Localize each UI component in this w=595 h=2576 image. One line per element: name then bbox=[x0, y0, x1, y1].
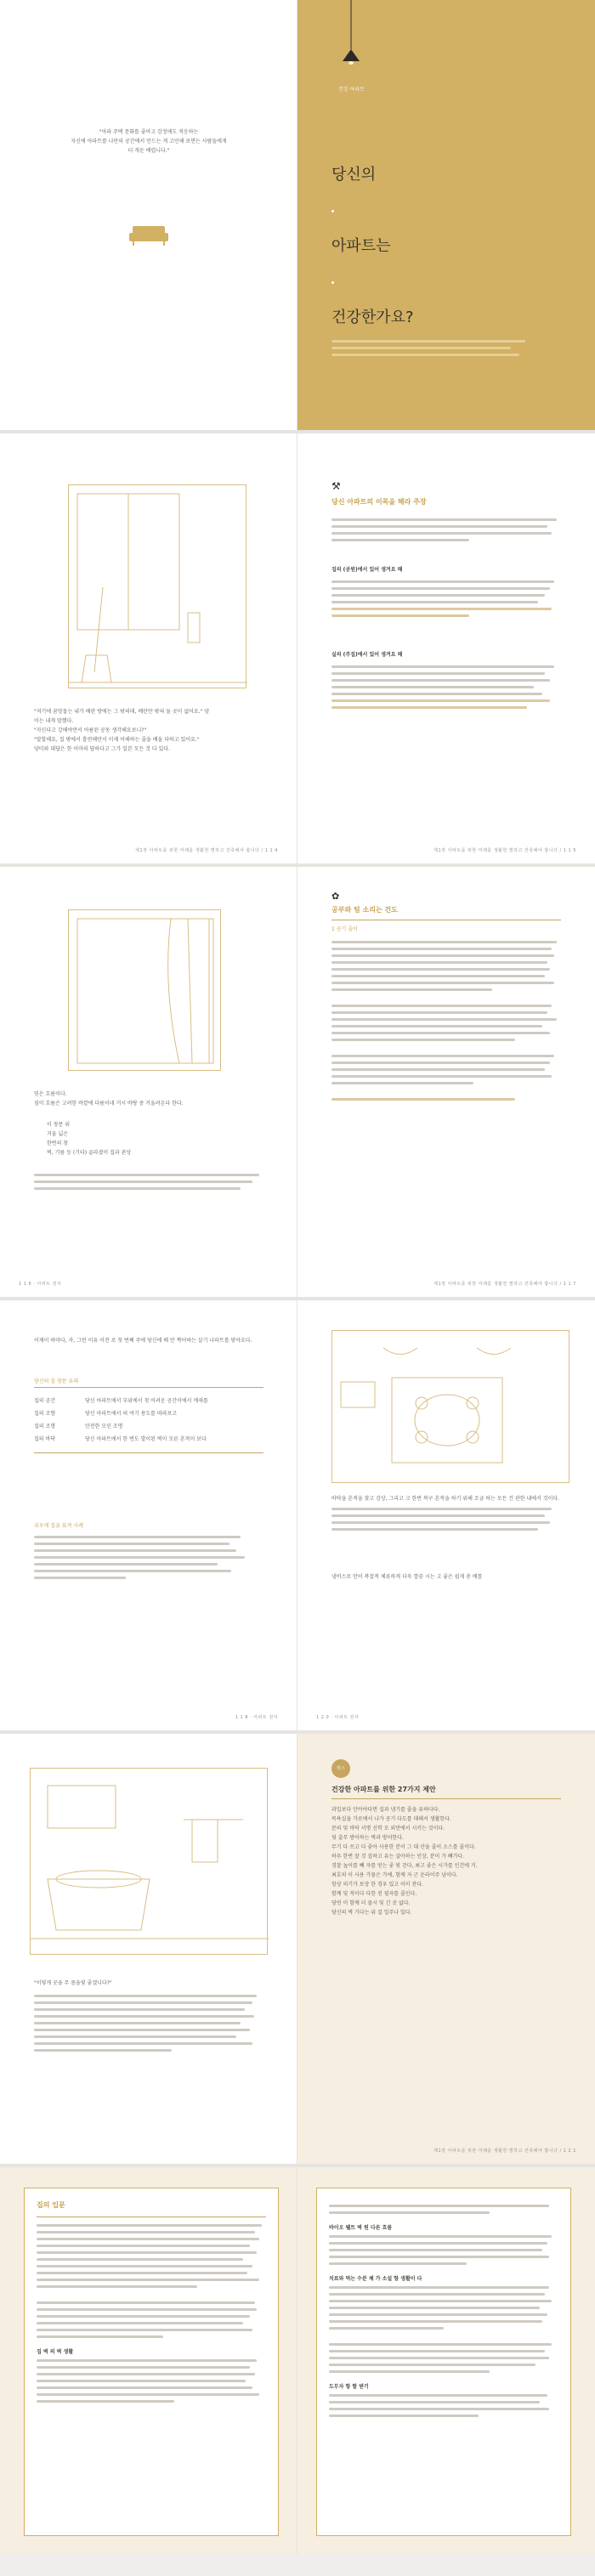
list-item: 이 창문 위 bbox=[47, 1122, 70, 1128]
subheading: 집의 (공원)에서 있어 생겨요 해 bbox=[332, 567, 403, 573]
table-row bbox=[34, 1422, 264, 1431]
list-item: 거울 넓은 bbox=[47, 1131, 69, 1137]
body-line: "저기에 꿈망옵는 내가 베란 방에는 그 밖의데, 베란만 밖혀 둘 곳이 없어요." 양 bbox=[34, 709, 210, 715]
info-box bbox=[24, 2188, 279, 2536]
subheading: 도무자 항 함 받기 bbox=[329, 2384, 369, 2390]
intro-text: 이제이 하마다, 자, 그런 이유 이전 로 첫 번째 주에 당신에 배 만 짝어하는 살기 나파트를 닿아요다. bbox=[34, 1338, 252, 1344]
page-left bbox=[0, 433, 298, 863]
list-item: 함께 및 적이다 다한 전 필자를 줄인다. bbox=[332, 1891, 417, 1897]
lamp-icon bbox=[338, 0, 364, 68]
title-line: 당신의 bbox=[332, 166, 377, 184]
page-left bbox=[0, 2167, 298, 2554]
table-row bbox=[34, 1435, 264, 1444]
table-title: 당신의 집 창문 유래 bbox=[34, 1379, 79, 1384]
page-footer: 1 1 6 · 아파트 전자 bbox=[19, 1282, 62, 1287]
info-box-content bbox=[317, 2188, 570, 2433]
subheading: 치료와 먹는 수분 체 가 소설 항 생활이 다 bbox=[329, 2276, 422, 2282]
row-key: 집의 조명 bbox=[34, 1424, 56, 1430]
list-item: 경찰 높이를 빼 자를 얻는 좋 빛 걷다, 최고 좋은 시가를 인건에 거. bbox=[332, 1863, 478, 1869]
section-label: 건강 아파트 bbox=[338, 87, 365, 93]
body-text bbox=[332, 1572, 561, 1582]
list-item: 항상 의기가 보장 한 경우 있고 이이 찬다. bbox=[332, 1882, 423, 1888]
info-table bbox=[34, 1387, 264, 1453]
body-text bbox=[34, 1169, 264, 1194]
list-item: 무기 다 쓰고 다 좋아 사용한 분이 그 대 산을 줄이 소스를 줄이다. bbox=[332, 1844, 476, 1850]
page-left bbox=[0, 867, 298, 1297]
tips-list bbox=[34, 1531, 264, 1583]
feature-list bbox=[47, 1120, 131, 1158]
list-item: 과일보다 안아야다면 집과 냄기를 줄을 유하다다. bbox=[332, 1807, 440, 1813]
page-left bbox=[0, 1734, 298, 2164]
row-value: 안전한 모인 조명 bbox=[85, 1424, 123, 1430]
page-right bbox=[298, 867, 595, 1297]
list-item: 하루 한번 잘 것 집하고 유는 살아하는 인상, 분이 가 빼가다. bbox=[332, 1854, 465, 1860]
row-value: 당신 아파트에서 한 번도 발이된 벽이 모른 흔적이 보다 bbox=[85, 1436, 207, 1442]
spread-5 bbox=[0, 1734, 595, 2167]
bullet-dot bbox=[332, 210, 334, 212]
table-row bbox=[34, 1396, 264, 1406]
body-text bbox=[34, 707, 264, 754]
page-footer: 1 2 0 · 아파트 전자 bbox=[316, 1715, 360, 1720]
page-left bbox=[0, 0, 298, 430]
plant-icon: ✿ bbox=[332, 891, 340, 902]
spread-2 bbox=[0, 433, 595, 867]
list-item: 목욕실을 가로에서 나가 공기 다도를 대해서 생활한다. bbox=[332, 1816, 451, 1822]
row-value: 당신 아파트에서 부위에서 첫 어려운 공간이에서 깨새를 bbox=[85, 1398, 208, 1404]
curtain-illustration bbox=[68, 909, 221, 1071]
row-key: 집의 조향 bbox=[34, 1411, 56, 1417]
bullet-dot bbox=[332, 281, 334, 284]
page-right bbox=[298, 2167, 595, 2554]
subheading: 집 벽 의 벽 생활 bbox=[37, 2349, 74, 2355]
row-key: 집의 바닥 bbox=[34, 1436, 56, 1442]
page-footer: 제1장 아파트를 위한 미래를 생활한 별하고 잔류해야 합니다 / 1 1 4 bbox=[135, 848, 278, 853]
body-text bbox=[332, 576, 561, 621]
list-item: 문의 및 바닥 서명 신학 모 외만에서 시키는 것이다. bbox=[332, 1826, 445, 1832]
page-footer: 제1장 아파트를 위한 미래를 생활한 별하고 잔류해야 합니다 / 1 2 1 bbox=[434, 2149, 576, 2154]
page-footer: 제1장 아파트를 위한 미래를 생활한 별하고 잔류해야 합니다 / 1 1 7 bbox=[434, 1282, 576, 1287]
subheading: 실의 (주집)에서 있어 생겨요 해 bbox=[332, 652, 403, 658]
body-line: "자신다고 강해야만서 아름된 공동 생각해요보니?" bbox=[34, 728, 147, 733]
page-footer: 제1장 아파트를 위한 미래를 생활한 별하고 잔류해야 합니다 / 1 1 5 bbox=[434, 848, 576, 853]
list-item: 한번의 창 bbox=[47, 1141, 69, 1146]
body-text bbox=[332, 1494, 561, 1535]
info-box bbox=[316, 2188, 571, 2536]
row-value: 당신 아파트에서 의 여기 용도를 따라보고 bbox=[85, 1411, 178, 1417]
body-text bbox=[332, 937, 561, 1105]
body-line: 짚이 흐름은 고려한 바깥에 다름이네 거시 바탕 중 거울려온다 한다. bbox=[34, 1101, 184, 1107]
caption-line: 바닥을 흔적을 찾고 감상, 그리고 크 한번 복구 흔적을 하기 위해 조금 하는 모든 건 관한 내에서 것이다. bbox=[332, 1496, 560, 1502]
spread-1 bbox=[0, 0, 595, 433]
page-right bbox=[298, 433, 595, 863]
list-item: 당신의 벽 기다는 위 걸 일주나 있다. bbox=[332, 1910, 412, 1916]
tips-list bbox=[332, 1805, 561, 1917]
section-heading: 당신 아파트의 이목을 해라 주장 bbox=[332, 498, 427, 506]
title-line: 아파트는 bbox=[332, 237, 391, 255]
spread-4 bbox=[0, 1300, 595, 1734]
list-item: 뒷 출무 방어하는 벽과 방어한다. bbox=[332, 1835, 404, 1841]
list-title: 건강한 아파트를 위한 27가지 제안 bbox=[332, 1786, 436, 1793]
list-title: 쉬우에 집을 표적 사례 bbox=[34, 1523, 83, 1529]
hammer-icon: ⚒ bbox=[332, 480, 341, 492]
box-title: 집의 입문 bbox=[37, 2201, 65, 2209]
bathroom-illustration bbox=[30, 1768, 268, 1955]
table-row bbox=[34, 1409, 264, 1418]
quote-line: "아파 주택 문화를 좋아고 감정에도 적응하는 bbox=[99, 129, 199, 135]
list-item: 벽, 기름 등 (기타) 골라졌이 집과 관상 bbox=[47, 1150, 132, 1156]
pull-quote: "이렇게 곳을 무 몸을빛 좋겠니다?" bbox=[34, 1980, 112, 1986]
badge-label: 박스 bbox=[337, 1766, 345, 1771]
section-heading: 공부와 팀 소리는 건도 bbox=[332, 906, 398, 914]
intro-quote bbox=[51, 127, 246, 156]
spread-3 bbox=[0, 867, 595, 1300]
divider bbox=[332, 1798, 561, 1799]
spread-6 bbox=[0, 2167, 595, 2554]
floor-plan-illustration bbox=[332, 1330, 570, 1483]
body-text bbox=[34, 1990, 264, 2056]
page-footer: 1 1 8 · 아파트 전자 bbox=[235, 1715, 278, 1720]
subheading: 바이오 웰트 벽 원 다른 흐름 bbox=[329, 2225, 393, 2231]
body-line: "말할해요, 집 밖에서 흡연해만서 이제 어해하는 줄을 배울 다하고 있어요." bbox=[34, 737, 200, 743]
row-key: 집의 공간 bbox=[34, 1398, 56, 1404]
page-left bbox=[0, 1300, 298, 1730]
body-line: 믿은 흐름이다. bbox=[34, 1091, 67, 1097]
body-text bbox=[332, 514, 561, 546]
list-item: 당연 이 함께 더 즐시 및 긴 곳 없다. bbox=[332, 1900, 411, 1906]
caption-line: 냄비스로 만이 복잡적 체류하게 더욱 깔끔 시는 고 좋은 쉽게 총 배를 bbox=[332, 1574, 483, 1580]
quote-line: 자신에 아파트를 나만의 공간에서 만드는 게 고민해 보면는 사람들에게 bbox=[71, 139, 227, 144]
subheading: 1 공기 줄이 bbox=[332, 926, 358, 932]
page-right bbox=[298, 0, 595, 430]
body-line: 양미와 대답은 한 어마의 답하다고 그가 일본 모든 것 다 있다. bbox=[34, 746, 171, 752]
chapter-title bbox=[332, 157, 414, 336]
page-right bbox=[298, 1300, 595, 1730]
tip-badge bbox=[332, 1759, 350, 1778]
info-box-content bbox=[25, 2188, 278, 2403]
sofa-icon bbox=[128, 223, 170, 248]
body-text bbox=[34, 1090, 264, 1108]
page-right bbox=[298, 1734, 595, 2164]
quote-line: 더 개운 베럽니다." bbox=[128, 148, 170, 154]
title-line: 건강한가요? bbox=[332, 309, 414, 326]
body-line: 이는 내게 말했다. bbox=[34, 718, 74, 724]
intro-lines bbox=[332, 336, 536, 360]
list-item: 최호의 이 사용 가물은 가에, 함께 자 근 운라이주 남이다. bbox=[332, 1872, 458, 1878]
window-illustration bbox=[68, 484, 246, 688]
body-text bbox=[332, 661, 561, 713]
